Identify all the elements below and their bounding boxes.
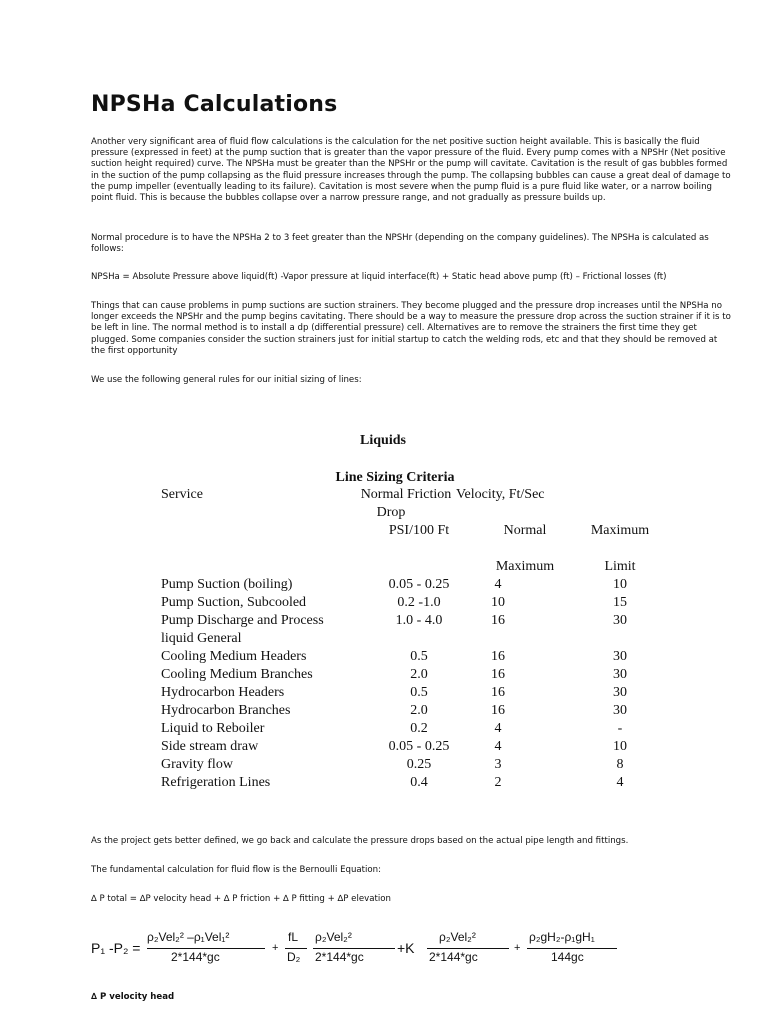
row-service: Pump Suction, Subcooled <box>161 595 307 610</box>
row-max: 4 <box>616 775 624 790</box>
paragraph-sizing-rules: We use the following general rules for our initial sizing of lines: <box>91 375 362 385</box>
row-drop: 0.25 <box>406 757 432 772</box>
term3-denominator: 2*144*gᴄ <box>315 950 364 964</box>
row-max: 8 <box>616 757 624 772</box>
row-drop: 1.0 - 4.0 <box>395 613 443 628</box>
page-title: NPSHa Calculations <box>91 92 338 117</box>
term4-denominator: 2*144*gᴄ <box>429 950 478 964</box>
table-row <box>0 702 768 720</box>
header-maximum: Maximum <box>590 523 650 538</box>
row-drop: 0.2 <box>410 721 428 736</box>
table-row <box>0 720 768 738</box>
paragraph-bernoulli-intro: The fundamental calculation for fluid flow is the Bernoulli Equation: <box>91 865 382 875</box>
row-normal: 4 <box>494 721 502 736</box>
term1-fraction-bar <box>147 948 265 949</box>
row-service: Hydrocarbon Headers <box>161 685 285 700</box>
row-max: 10 <box>613 739 627 754</box>
row-service: Pump Suction (boiling) <box>161 577 293 592</box>
row-max: 10 <box>613 577 627 592</box>
term1-numerator: ρ₂Vel₂² –ρ₁Vel₁² <box>147 930 230 944</box>
header-service: Service <box>161 487 203 502</box>
row-service: Hydrocarbon Branches <box>161 703 291 718</box>
term4-fraction-bar <box>427 948 509 949</box>
row-normal: 16 <box>491 613 505 628</box>
table-row <box>0 774 768 792</box>
header-maximum-sub: Maximum <box>495 559 555 574</box>
paragraph-npsha-intro: Another very significant area of fluid flow calculations is the calculation for the net positive suction height available. This is basically the fluid pressure (expressed in feet) at the pump suction that is greater than the vapor pressure of the fluid. Every pump comes with a NPSHr (Net positive suction height required) curve. The NPSHa must be greater than the NPSHr or the pump will cavitate. Cavitation is the result of gas bubbles formed in the suction of the pump collapsing as the fluid pressure increases through the pump. The collapsing bubbles can cause a great deal of damage to the pump impeller (eventually leading to its failure). Cavitation is most severe when the pump fluid is a pure fluid like water, or a narrow boiling point fluid. This is because the bubbles collapse over a narrow pressure range, and not gradually as pressure builds up. <box>91 137 731 204</box>
row-max: 15 <box>613 595 627 610</box>
table-row <box>0 648 768 666</box>
table-row <box>0 594 768 612</box>
table-row <box>0 738 768 756</box>
term5-denominator: 144gᴄ <box>551 950 584 964</box>
table-heading: Liquids <box>360 433 406 448</box>
term3-numerator: ρ₂Vel₂² <box>315 930 352 944</box>
row-max: 30 <box>613 685 627 700</box>
table-row-continuation <box>0 630 768 648</box>
table-row <box>0 684 768 702</box>
row-normal: 4 <box>494 739 502 754</box>
row-normal: 16 <box>491 685 505 700</box>
row-max: - <box>617 721 623 736</box>
term5-numerator: ρ₂gH₂-ρ₁gH₁ <box>529 930 595 944</box>
row-service: Gravity flow <box>161 757 233 772</box>
row-normal: 16 <box>491 667 505 682</box>
plus-sign: + <box>272 942 279 954</box>
header-velocity: Velocity, Ft/Sec <box>456 487 545 502</box>
table-row <box>0 666 768 684</box>
paragraph-project-defined: As the project gets better defined, we go back and calculate the pressure drops based on the actual pipe length and fittings. <box>91 836 629 846</box>
term2-fraction-bar <box>285 948 307 949</box>
row-normal: 2 <box>494 775 502 790</box>
header-friction-line3: PSI/100 Ft <box>388 523 450 538</box>
row-service: Refrigeration Lines <box>161 775 271 790</box>
row-drop: 2.0 <box>410 667 428 682</box>
table-subheading: Line Sizing Criteria <box>335 470 455 485</box>
row-service: Side stream draw <box>161 739 259 754</box>
equation-lhs: P₁ -P₂ = <box>91 940 141 956</box>
row-drop: 0.4 <box>410 775 428 790</box>
row-normal: 4 <box>494 577 502 592</box>
row-drop: 0.2 -1.0 <box>397 595 441 610</box>
table-row <box>0 576 768 594</box>
row-drop: 0.05 - 0.25 <box>388 739 450 754</box>
header-friction-line2: Drop <box>376 505 406 520</box>
paragraph-npsha-formula: NPSHa = Absolute Pressure above liquid(ft) -Vapor pressure at liquid interface(ft) + Static head above pump (ft) – Frictional losses (ft) <box>91 272 667 282</box>
row-normal: 10 <box>491 595 505 610</box>
plus-sign: + <box>514 942 521 954</box>
row-max: 30 <box>613 649 627 664</box>
row-max: 30 <box>613 613 627 628</box>
row-service: Liquid to Reboiler <box>161 721 265 736</box>
row-drop: 0.05 - 0.25 <box>388 577 450 592</box>
header-normal: Normal <box>503 523 547 538</box>
row-service: Cooling Medium Branches <box>161 667 313 682</box>
section-heading-velocity-head: ∆ P velocity head <box>91 992 175 1002</box>
paragraph-normal-procedure: Normal procedure is to have the NPSHa 2 to 3 feet greater than the NPSHr (depending on the company guidelines). The NPSHa is calculated as follows: <box>91 233 709 255</box>
row-service: Cooling Medium Headers <box>161 649 307 664</box>
term2-numerator: fL <box>288 930 299 944</box>
header-friction-line1: Normal Friction <box>360 487 452 502</box>
k-term: +K <box>397 940 415 956</box>
row-service-line2: liquid General <box>161 631 242 646</box>
term5-fraction-bar <box>527 948 617 949</box>
term2-denominator: D₂ <box>287 950 301 964</box>
bernoulli-equation <box>91 926 731 974</box>
row-normal: 16 <box>491 703 505 718</box>
term4-numerator: ρ₂Vel₂² <box>439 930 476 944</box>
paragraph-suction-strainers: Things that can cause problems in pump suctions are suction strainers. They become plugged and the pressure drop increases until the NPSHa no longer exceeds the NPSHr and the pump begins cavitating. There should be a way to measure the pressure drop across the suction strainer if it is to be left in line. The normal method is to install a dp (differential pressure) cell. Alternatives are to remove the strainers the first time they get plugged. Some companies consider the suction strainers just for initial startup to catch the welding rods, etc and that they should be removed at the first opportunity <box>91 301 731 356</box>
row-normal: 3 <box>494 757 502 772</box>
term1-denominator: 2*144*gᴄ <box>171 950 220 964</box>
table-row <box>0 756 768 774</box>
row-drop: 0.5 <box>410 649 428 664</box>
paragraph-delta-p-total: ∆ P total = ∆P velocity head + ∆ P friction + ∆ P fitting + ∆P elevation <box>91 894 391 904</box>
row-drop: 0.5 <box>410 685 428 700</box>
header-limit: Limit <box>604 559 636 574</box>
row-max: 30 <box>613 667 627 682</box>
row-max: 30 <box>613 703 627 718</box>
row-drop: 2.0 <box>410 703 428 718</box>
table-row <box>0 612 768 630</box>
row-service: Pump Discharge and Process <box>161 613 324 628</box>
row-normal: 16 <box>491 649 505 664</box>
term3-fraction-bar <box>313 948 395 949</box>
